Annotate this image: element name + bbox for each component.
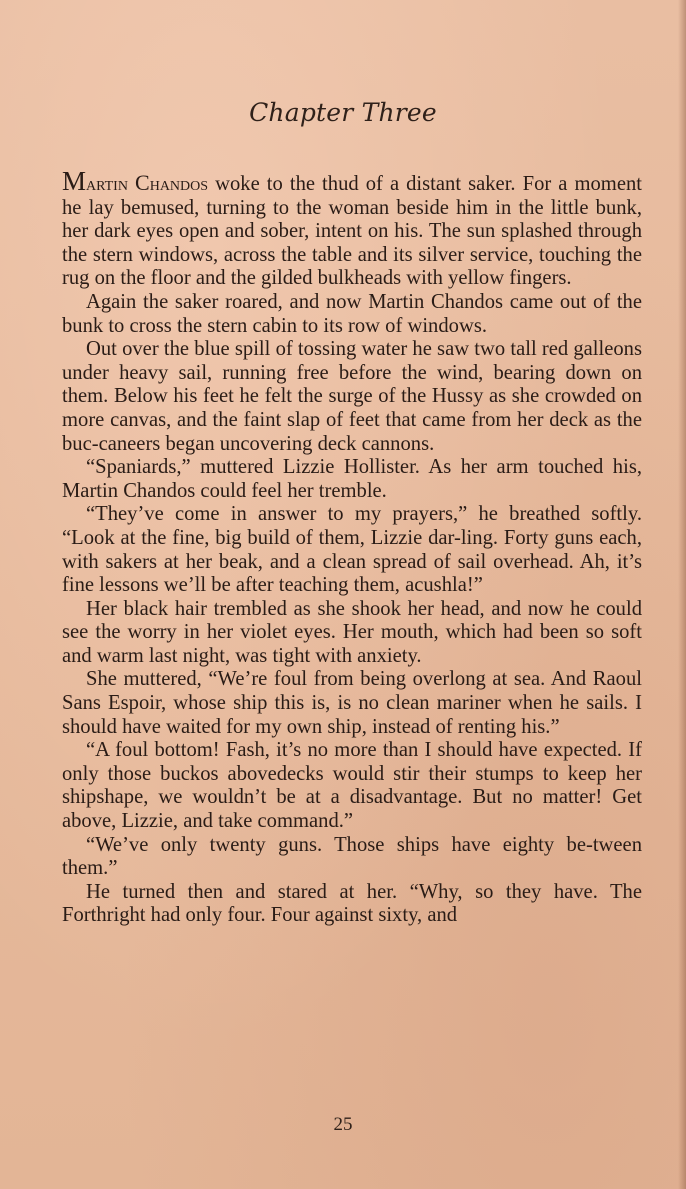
smallcaps-word-1: artin <box>86 173 128 195</box>
page-number: 25 <box>333 1114 353 1135</box>
paragraph-1-text: woke to the thud of a distant saker. For a moment he lay bemused, turning to the woman beside him in the little bunk, her dark eyes open and sober, intent on his. The sun splashed through the stern windows, across the table and its silver service, touching the rug on the floor and the gilded bulkheads with yellow fingers. <box>62 173 642 290</box>
paragraph-10: He turned then and stared at her. “Why, so they have. The Forthright had only four. Four against sixty, and <box>62 880 642 927</box>
chapter-body <box>62 166 642 928</box>
paragraph-2: Again the saker roared, and now Martin Chandos came out of the bunk to cross the stern cabin to its row of windows. <box>62 290 642 337</box>
paragraph-7: She muttered, “We’re foul from being overlong at sea. And Raoul Sans Espoir, whose ship this is, is no clean mariner when he sails. I should have waited for my own ship, instead of renting his.” <box>62 668 642 738</box>
paragraph-4: “Spaniards,” muttered Lizzie Hollister. As her arm touched his, Martin Chandos could feel her tremble. <box>62 456 642 502</box>
dropcap-initial-1: M <box>62 166 87 196</box>
paragraph-5: “They’ve come in answer to my prayers,” he breathed softly. “Look at the fine, big build of them, Lizzie dar-ling. Forty guns each, with sakers at her beak, and a clean spread of sail overhead. Ah, it’s fine lessons we’ll be after teaching them, acushla!” <box>62 503 642 597</box>
paragraph-8: “A foul bottom! Fash, it’s no more than I should have expected. If only those buckos abovedecks would stir their stumps to keep her shipshape, we wouldn’t be at a disadvantage. But no matter! Get above, Lizzie, and take command.” <box>62 739 642 833</box>
page-edge-shadow <box>678 0 686 1189</box>
paragraph-9: “We’ve only twenty guns. Those ships have eighty be-tween them.” <box>62 833 642 880</box>
paragraph-6: Her black hair trembled as she shook her head, and now he could see the worry in her violet eyes. Her mouth, which had been so soft and warm last night, was tight with anxiety. <box>62 597 642 667</box>
dropcap-initial-2: C <box>135 170 150 195</box>
paragraph-3: Out over the blue spill of tossing water he saw two tall red galleons under heavy sail, running free before the wind, bearing down on them. Below his feet he felt the surge of the Hussy as she crowded on more canvas, and the faint slap of feet that came from her deck as the buc-caneers began uncovering deck cannons. <box>62 338 642 455</box>
smallcaps-word-2: handos <box>149 173 209 195</box>
paragraph-1 <box>62 166 642 291</box>
chapter-title: Chapter Three <box>249 98 437 127</box>
